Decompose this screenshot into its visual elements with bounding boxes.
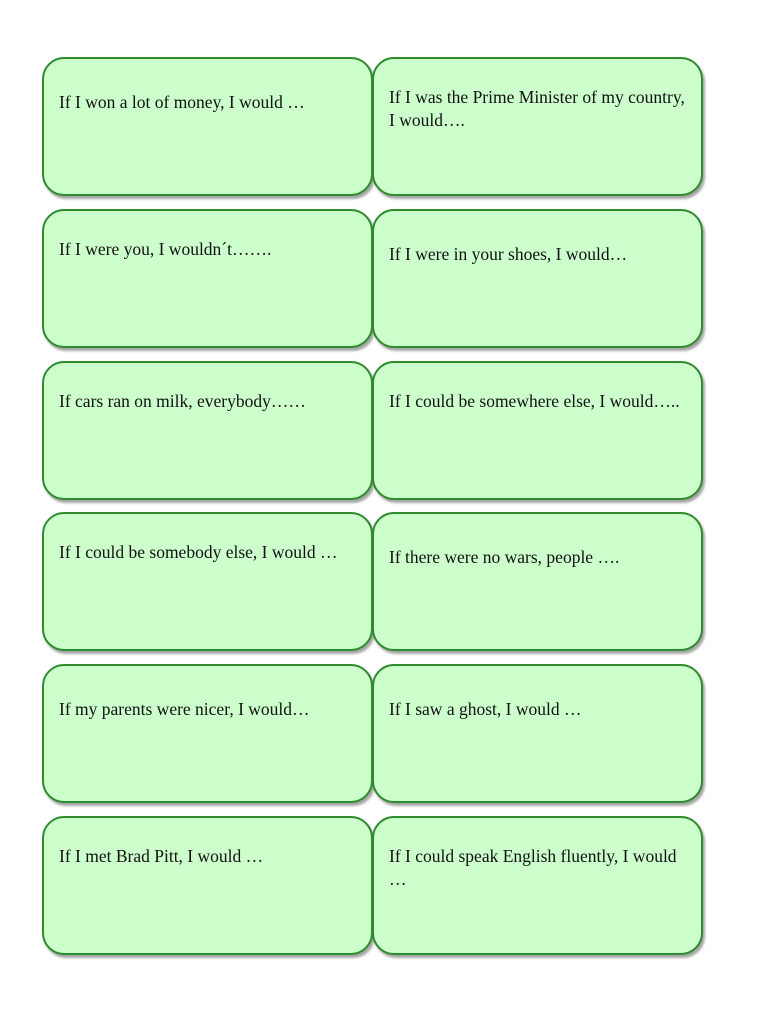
- card-prompt: If I met Brad Pitt, I would …: [59, 846, 264, 866]
- card-prompt: If there were no wars, people ….: [389, 547, 620, 567]
- sentence-card: [42, 816, 373, 955]
- card-prompt: If I were in your shoes, I would…: [389, 244, 628, 264]
- card-prompt: If I saw a ghost, I would …: [389, 699, 582, 719]
- card-prompt: If I could be somewhere else, I would…..: [389, 391, 680, 411]
- sentence-card: [372, 664, 703, 803]
- card-prompt: If my parents were nicer, I would…: [59, 699, 310, 719]
- card-prompt: If I was the Prime Minister of my country, I would….: [389, 87, 685, 130]
- sentence-card: [42, 664, 373, 803]
- sentence-card: [42, 57, 373, 196]
- sentence-card: [42, 512, 373, 651]
- sentence-card: [372, 361, 703, 500]
- sentence-card: [42, 209, 373, 348]
- card-prompt: If cars ran on milk, everybody……: [59, 391, 306, 411]
- sentence-card: [42, 361, 373, 500]
- card-prompt: If I could speak English fluently, I would …: [389, 846, 677, 889]
- card-prompt: If I won a lot of money, I would …: [59, 92, 305, 112]
- sentence-card: [372, 512, 703, 651]
- card-prompt: If I were you, I wouldn´t…….: [59, 239, 272, 259]
- sentence-card: [372, 816, 703, 955]
- sentence-card: [372, 57, 703, 196]
- sentence-card: [372, 209, 703, 348]
- card-prompt: If I could be somebody else, I would …: [59, 542, 338, 562]
